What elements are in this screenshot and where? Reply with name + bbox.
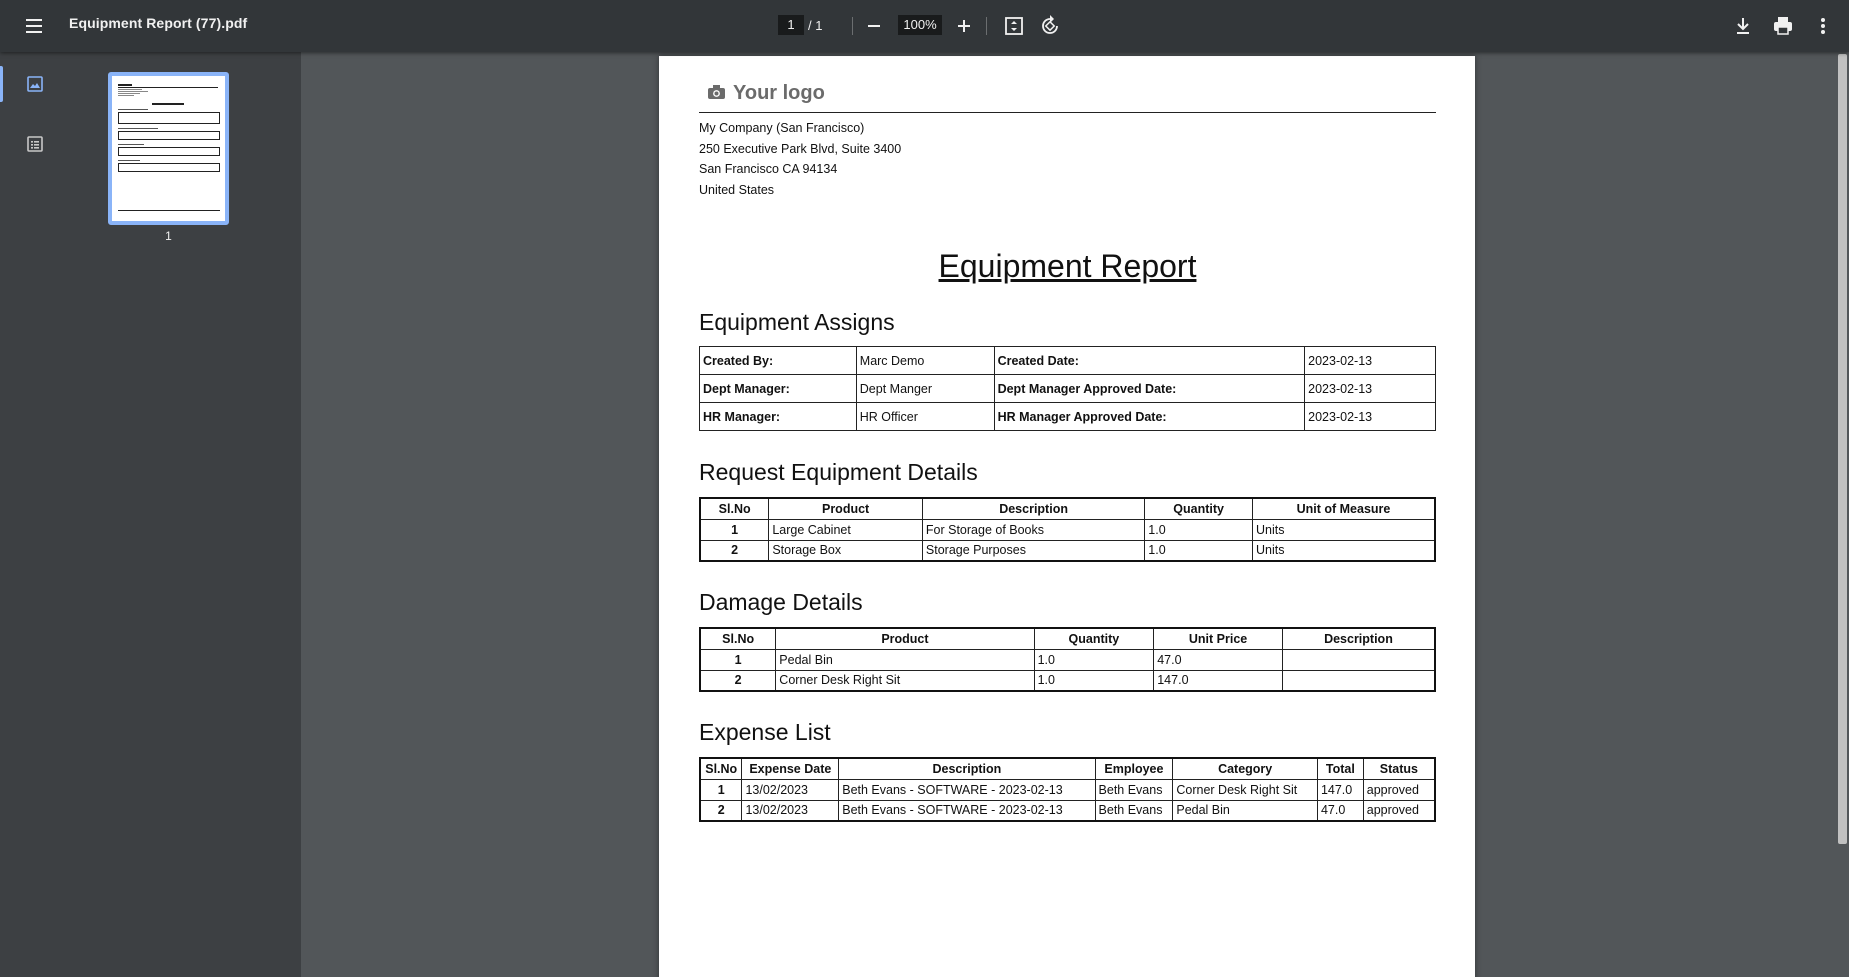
column-header: Unit of Measure xyxy=(1252,498,1435,519)
divider xyxy=(986,17,987,35)
section-title-expense: Expense List xyxy=(699,719,831,745)
table-cell: Dept Manager Approved Date: xyxy=(994,375,1305,403)
table-cell: 13/02/2023 xyxy=(742,800,839,821)
table-cell: HR Manager: xyxy=(700,403,857,431)
thumbnail-sidebar xyxy=(0,52,301,977)
header-rule xyxy=(699,112,1436,113)
table-cell: Beth Evans xyxy=(1095,779,1173,800)
table-cell: Units xyxy=(1252,519,1435,540)
column-header: Description xyxy=(1282,628,1435,649)
active-indicator xyxy=(0,66,3,102)
camera-icon xyxy=(707,84,727,100)
table-cell: Large Cabinet xyxy=(769,519,923,540)
vertical-scrollbar[interactable] xyxy=(1835,52,1849,977)
thumbnails-view-icon[interactable] xyxy=(23,72,47,96)
column-header: Quantity xyxy=(1145,498,1253,519)
table-cell: 2 xyxy=(700,670,776,691)
table-cell: 1.0 xyxy=(1145,519,1253,540)
logo-text: Your logo xyxy=(733,82,825,104)
table-cell: 1 xyxy=(700,519,769,540)
document-title: Equipment Report (77).pdf xyxy=(69,15,248,31)
page-number-input[interactable]: 1 xyxy=(778,15,804,35)
table-header-row xyxy=(700,498,1435,519)
table-row xyxy=(700,670,1435,691)
page-thumbnail[interactable] xyxy=(108,72,229,225)
section-title-assigns: Equipment Assigns xyxy=(699,309,895,335)
table-row xyxy=(700,779,1435,800)
expense-table xyxy=(699,757,1436,822)
table-cell: 1.0 xyxy=(1034,649,1154,670)
column-header: Description xyxy=(839,758,1095,779)
request-table xyxy=(699,497,1436,562)
column-header: Expense Date xyxy=(742,758,839,779)
table-cell: 2 xyxy=(700,800,742,821)
table-cell xyxy=(1282,670,1435,691)
zoom-in-icon[interactable] xyxy=(950,12,978,40)
table-cell: Marc Demo xyxy=(856,347,994,375)
pdf-toolbar xyxy=(0,0,1849,52)
table-cell: For Storage of Books xyxy=(922,519,1144,540)
damage-table xyxy=(699,627,1436,692)
table-cell: 47.0 xyxy=(1154,649,1283,670)
table-row xyxy=(700,649,1435,670)
table-cell: 147.0 xyxy=(1154,670,1283,691)
assigns-table xyxy=(699,346,1436,431)
table-cell: approved xyxy=(1363,800,1435,821)
thumbnail-page-number: 1 xyxy=(165,229,172,243)
table-cell xyxy=(1282,649,1435,670)
table-row xyxy=(700,403,1436,431)
table-row xyxy=(700,375,1436,403)
section-title-damage: Damage Details xyxy=(699,589,863,615)
table-cell: Dept Manager: xyxy=(700,375,857,403)
table-cell: 47.0 xyxy=(1317,800,1363,821)
table-cell: 1 xyxy=(700,649,776,670)
column-header: Status xyxy=(1363,758,1435,779)
table-row xyxy=(700,540,1435,561)
table-cell: approved xyxy=(1363,779,1435,800)
column-header: Product xyxy=(769,498,923,519)
column-header: Description xyxy=(922,498,1144,519)
column-header: Employee xyxy=(1095,758,1173,779)
zoom-level-input[interactable]: 100% xyxy=(898,15,942,35)
column-header: Product xyxy=(776,628,1034,649)
table-cell: Beth Evans - SOFTWARE - 2023-02-13 xyxy=(839,800,1095,821)
table-cell: Created Date: xyxy=(994,347,1305,375)
rotate-icon[interactable] xyxy=(1036,12,1064,40)
divider xyxy=(852,17,853,35)
column-header: Category xyxy=(1173,758,1318,779)
table-cell: 2023-02-13 xyxy=(1305,347,1436,375)
table-row xyxy=(700,347,1436,375)
column-header: Total xyxy=(1317,758,1363,779)
table-cell: Corner Desk Right Sit xyxy=(1173,779,1318,800)
table-cell: Pedal Bin xyxy=(1173,800,1318,821)
column-header: Sl.No xyxy=(700,628,776,649)
table-cell: 2 xyxy=(700,540,769,561)
table-cell: 1.0 xyxy=(1034,670,1154,691)
table-header-row xyxy=(700,628,1435,649)
column-header: Unit Price xyxy=(1154,628,1283,649)
pdf-page xyxy=(659,56,1475,977)
address-line: My Company (San Francisco) xyxy=(699,121,865,135)
table-cell: Beth Evans xyxy=(1095,800,1173,821)
table-cell: 1 xyxy=(700,779,742,800)
print-icon[interactable] xyxy=(1769,12,1797,40)
table-header-row xyxy=(700,758,1435,779)
table-cell: Units xyxy=(1252,540,1435,561)
table-cell: Corner Desk Right Sit xyxy=(776,670,1034,691)
scrollbar-thumb[interactable] xyxy=(1838,54,1847,844)
more-options-icon[interactable] xyxy=(1809,12,1837,40)
table-cell: 147.0 xyxy=(1317,779,1363,800)
column-header: Sl.No xyxy=(700,498,769,519)
outline-view-icon[interactable] xyxy=(23,132,47,156)
table-row xyxy=(700,800,1435,821)
table-cell: 2023-02-13 xyxy=(1305,375,1436,403)
table-cell: Created By: xyxy=(700,347,857,375)
page-total: / 1 xyxy=(808,18,823,33)
table-cell: HR Manager Approved Date: xyxy=(994,403,1305,431)
column-header: Quantity xyxy=(1034,628,1154,649)
table-cell: 2023-02-13 xyxy=(1305,403,1436,431)
fit-to-page-icon[interactable] xyxy=(1000,12,1028,40)
table-cell: Storage Purposes xyxy=(922,540,1144,561)
address-line: United States xyxy=(699,182,775,197)
table-cell: Dept Manger xyxy=(856,375,994,403)
toolbar-actions xyxy=(1729,12,1849,40)
column-header: Sl.No xyxy=(700,758,742,779)
address-line: San Francisco CA 94134 xyxy=(699,162,838,176)
menu-icon[interactable] xyxy=(22,14,46,38)
company-logo xyxy=(707,82,825,105)
sidebar-rail xyxy=(0,52,70,977)
table-cell: 13/02/2023 xyxy=(742,779,839,800)
zoom-out-icon[interactable] xyxy=(860,12,888,40)
table-cell: 1.0 xyxy=(1145,540,1253,561)
table-row xyxy=(700,519,1435,540)
table-cell: HR Officer xyxy=(856,403,994,431)
section-title-request: Request Equipment Details xyxy=(699,459,978,485)
table-cell: Pedal Bin xyxy=(776,649,1034,670)
table-cell: Beth Evans - SOFTWARE - 2023-02-13 xyxy=(839,779,1095,800)
report-title: Equipment Report xyxy=(938,248,1197,284)
address-line: 250 Executive Park Blvd, Suite 3400 xyxy=(699,141,902,156)
document-viewport[interactable] xyxy=(301,52,1835,977)
company-address xyxy=(699,118,901,200)
table-cell: Storage Box xyxy=(769,540,923,561)
download-icon[interactable] xyxy=(1729,12,1757,40)
